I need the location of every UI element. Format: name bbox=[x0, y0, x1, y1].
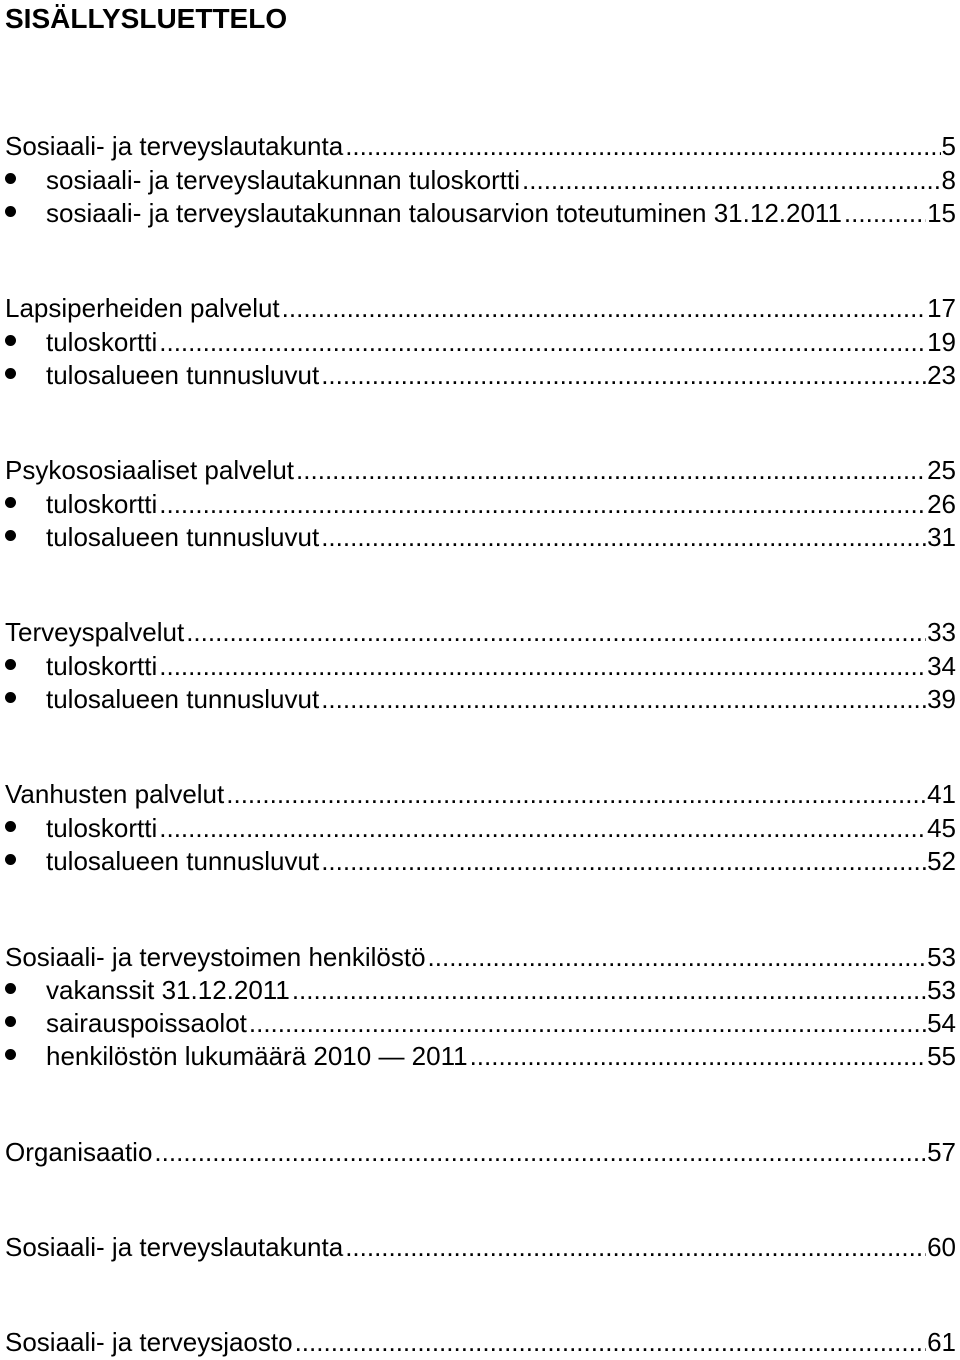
bullet-icon bbox=[5, 497, 16, 508]
toc-leader-dots bbox=[345, 1231, 926, 1263]
toc-page-number: 15 bbox=[927, 198, 956, 228]
bullet-icon bbox=[5, 530, 16, 541]
toc-entry-label: vakanssit 31.12.2011 bbox=[46, 975, 290, 1005]
toc-page-number: 53 bbox=[927, 942, 956, 972]
toc-entry-label: henkilöstön lukumäärä 2010 — 2011 bbox=[46, 1041, 468, 1071]
bullet-icon bbox=[5, 854, 16, 865]
toc-leader-dots bbox=[522, 164, 941, 196]
toc-entry[interactable] bbox=[5, 941, 956, 973]
toc-leader-dots bbox=[159, 812, 926, 844]
toc-entry[interactable] bbox=[5, 1040, 956, 1072]
toc-entry-label: Vanhusten palvelut bbox=[5, 779, 225, 809]
toc-leader-dots bbox=[186, 616, 926, 648]
toc-entry-label: tuloskortti bbox=[46, 813, 158, 843]
toc-page-number: 39 bbox=[927, 684, 956, 714]
toc-page-number: 19 bbox=[927, 327, 956, 357]
toc-entry-label: sosiaali- ja terveyslautakunnan talousarvion toteutuminen 31.12.2011 bbox=[46, 198, 842, 228]
toc-entry[interactable] bbox=[5, 326, 956, 358]
toc-page-number: 41 bbox=[927, 779, 956, 809]
toc-entry-label: tuloskortti bbox=[46, 489, 158, 519]
toc-entry[interactable] bbox=[5, 521, 956, 553]
toc-entry[interactable] bbox=[5, 488, 956, 520]
toc-page-number: 57 bbox=[927, 1137, 956, 1167]
bullet-icon bbox=[5, 368, 16, 379]
toc-entry[interactable] bbox=[5, 359, 956, 391]
toc-entry-label: tulosalueen tunnusluvut bbox=[46, 684, 320, 714]
toc-entry[interactable] bbox=[5, 1326, 956, 1358]
toc-page-number: 53 bbox=[927, 975, 956, 1005]
toc-page-number: 26 bbox=[927, 489, 956, 519]
toc-leader-dots bbox=[428, 941, 927, 973]
toc-page-number: 52 bbox=[927, 846, 956, 876]
bullet-icon bbox=[5, 659, 16, 670]
toc-leader-dots bbox=[282, 292, 926, 324]
bullet-icon bbox=[5, 692, 16, 703]
toc-entry[interactable] bbox=[5, 650, 956, 682]
toc-entry-label: Sosiaali- ja terveyslautakunta bbox=[5, 1232, 344, 1262]
toc-entry[interactable] bbox=[5, 1136, 956, 1168]
toc-page-number: 25 bbox=[927, 455, 956, 485]
bullet-icon bbox=[5, 821, 16, 832]
toc-leader-dots bbox=[321, 845, 926, 877]
toc-leader-dots bbox=[226, 778, 926, 810]
toc-entry-label: tulosalueen tunnusluvut bbox=[46, 846, 320, 876]
toc-entry-label: Psykososiaaliset palvelut bbox=[5, 455, 295, 485]
toc-entry-label: Organisaatio bbox=[5, 1137, 153, 1167]
toc-page-number: 5 bbox=[941, 131, 956, 161]
toc-leader-dots bbox=[321, 359, 926, 391]
toc-entry-label: sairauspoissaolot bbox=[46, 1008, 247, 1038]
toc-leader-dots bbox=[470, 1040, 927, 1072]
toc-page-number: 34 bbox=[927, 651, 956, 681]
toc-entry-label: Sosiaali- ja terveyslautakunta bbox=[5, 131, 344, 161]
bullet-icon bbox=[5, 173, 16, 184]
toc-leader-dots bbox=[154, 1136, 926, 1168]
toc-leader-dots bbox=[159, 650, 926, 682]
toc-entry-label: Lapsiperheiden palvelut bbox=[5, 293, 280, 323]
bullet-icon bbox=[5, 983, 16, 994]
toc-page-number: 60 bbox=[927, 1232, 956, 1262]
toc-entry[interactable] bbox=[5, 1007, 956, 1039]
toc-page-number: 31 bbox=[927, 522, 956, 552]
toc-page-number: 55 bbox=[927, 1041, 956, 1071]
toc-entry[interactable] bbox=[5, 454, 956, 486]
toc-entry-label: tuloskortti bbox=[46, 651, 158, 681]
toc-leader-dots bbox=[321, 683, 926, 715]
toc-leader-dots bbox=[321, 521, 926, 553]
toc-entry-label: sosiaali- ja terveyslautakunnan tuloskortti bbox=[46, 165, 521, 195]
toc-entry-label: tulosalueen tunnusluvut bbox=[46, 360, 320, 390]
toc-page-number: 17 bbox=[927, 293, 956, 323]
toc-entry-label: Sosiaali- ja terveystoimen henkilöstö bbox=[5, 942, 426, 972]
page-title: SISÄLLYSLUETTELO bbox=[5, 3, 288, 34]
bullet-icon bbox=[5, 206, 16, 217]
toc-page-number: 23 bbox=[927, 360, 956, 390]
toc-entry[interactable] bbox=[5, 292, 956, 324]
toc-page-number: 45 bbox=[927, 813, 956, 843]
toc-entry[interactable] bbox=[5, 683, 956, 715]
toc-entry[interactable] bbox=[5, 197, 956, 229]
toc-leader-dots bbox=[159, 326, 926, 358]
toc-leader-dots bbox=[292, 974, 926, 1006]
toc-entry-label: tuloskortti bbox=[46, 327, 158, 357]
toc-page-number: 54 bbox=[927, 1008, 956, 1038]
toc-entry[interactable] bbox=[5, 130, 956, 162]
toc-leader-dots bbox=[249, 1007, 926, 1039]
toc-entry-label: Terveyspalvelut bbox=[5, 617, 185, 647]
toc-entry[interactable] bbox=[5, 845, 956, 877]
toc-leader-dots bbox=[345, 130, 940, 162]
toc-leader-dots bbox=[295, 1326, 927, 1358]
toc-leader-dots bbox=[296, 454, 926, 486]
toc-entry[interactable] bbox=[5, 1231, 956, 1263]
toc-leader-dots bbox=[159, 488, 926, 520]
toc-entry-label: tulosalueen tunnusluvut bbox=[46, 522, 320, 552]
toc-entry-label: Sosiaali- ja terveysjaosto bbox=[5, 1327, 293, 1357]
bullet-icon bbox=[5, 1016, 16, 1027]
toc-entry[interactable] bbox=[5, 812, 956, 844]
toc-entry[interactable] bbox=[5, 616, 956, 648]
toc-page-number: 8 bbox=[941, 165, 956, 195]
bullet-icon bbox=[5, 335, 16, 346]
toc-leader-dots bbox=[844, 197, 926, 229]
toc-entry[interactable] bbox=[5, 974, 956, 1006]
toc-entry[interactable] bbox=[5, 778, 956, 810]
toc-page-number: 61 bbox=[927, 1327, 956, 1357]
toc-entry[interactable] bbox=[5, 164, 956, 196]
bullet-icon bbox=[5, 1049, 16, 1060]
toc-page-number: 33 bbox=[927, 617, 956, 647]
